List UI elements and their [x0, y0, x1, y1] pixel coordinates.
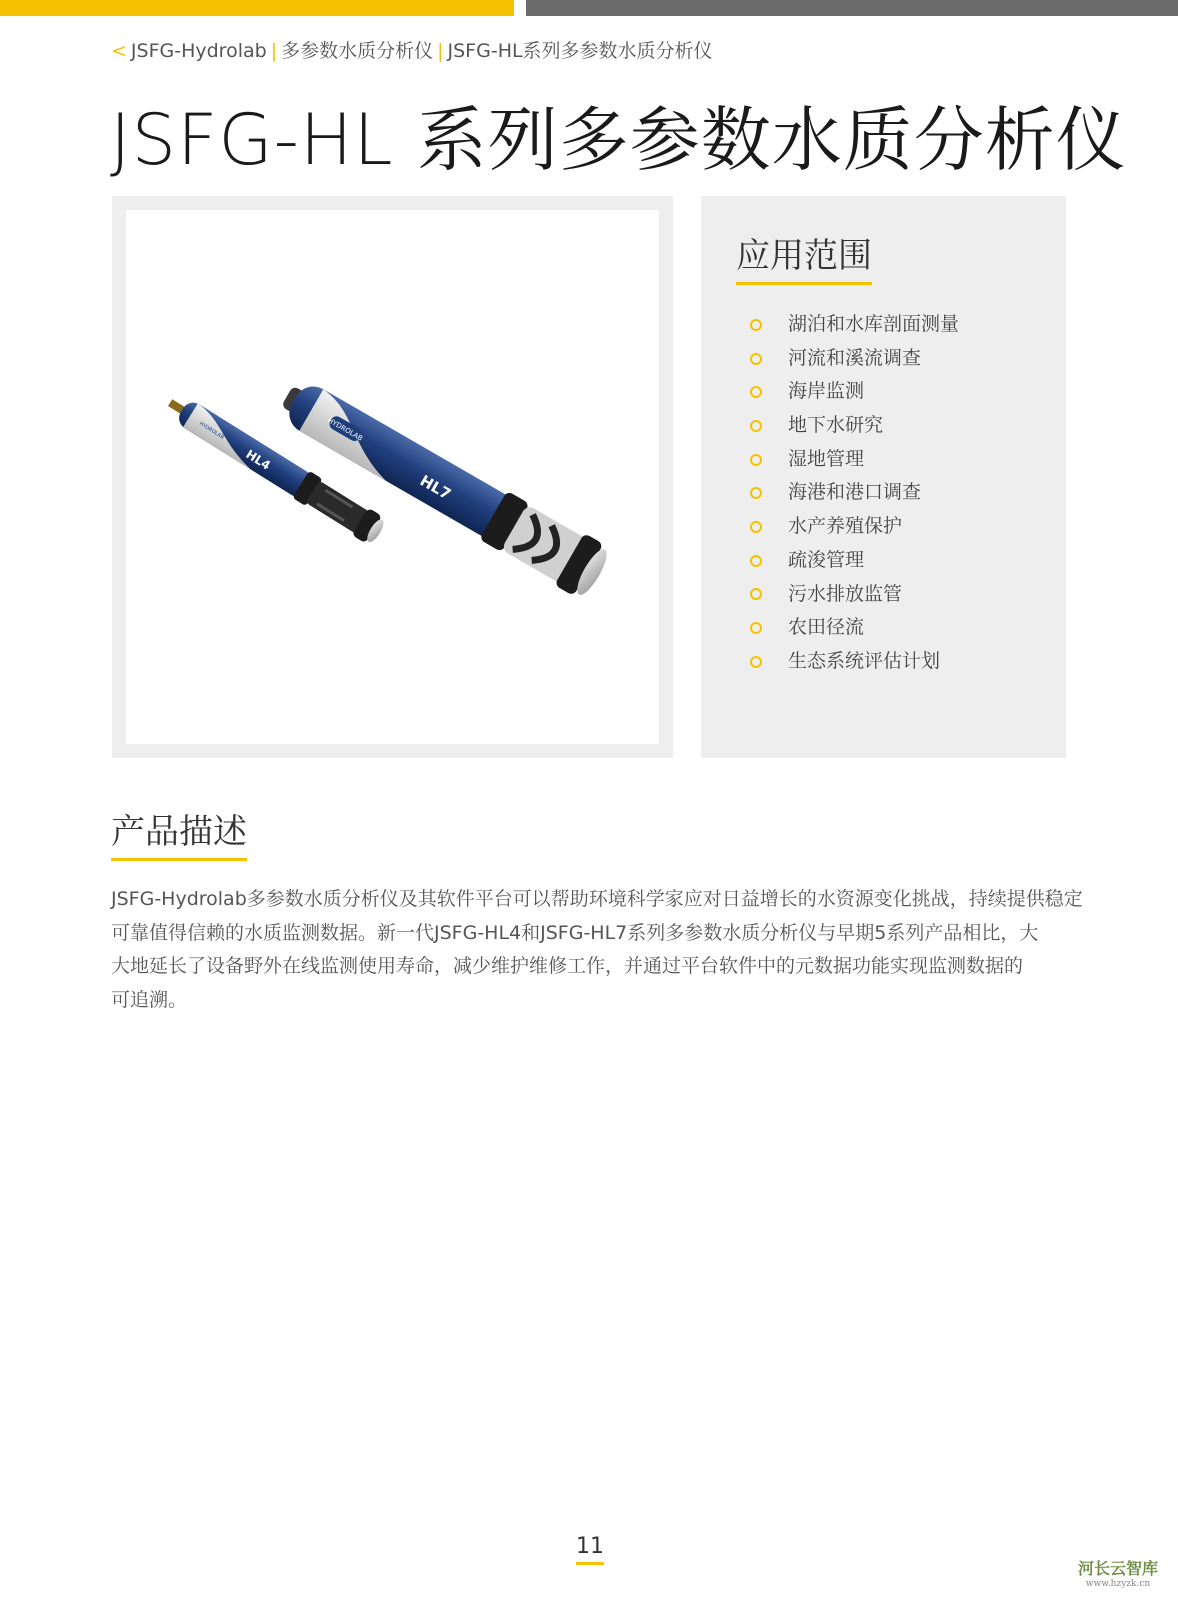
list-item: 湖泊和水库剖面测量: [736, 308, 959, 342]
circle-bullet-icon: [750, 555, 762, 567]
sonde-illustration: [126, 210, 659, 744]
list-item: 生态系统评估计划: [736, 645, 959, 679]
top-accent-bar: [0, 0, 514, 16]
circle-bullet-icon: [750, 656, 762, 668]
list-item: 水产养殖保护: [736, 510, 959, 544]
page-title: JSFG-HL 系列多参数水质分析仪: [110, 99, 1127, 181]
scope-heading: 应用范围: [736, 234, 872, 285]
scope-list: [736, 308, 959, 679]
list-item: 疏浚管理: [736, 544, 959, 578]
hl7-model-label: HL7: [416, 471, 455, 504]
list-item: 湿地管理: [736, 443, 959, 477]
circle-bullet-icon: [750, 353, 762, 365]
hl4-model-label: HL4: [243, 447, 273, 473]
top-gray-bar: [526, 0, 1178, 16]
circle-bullet-icon: [750, 386, 762, 398]
watermark-url: www.hzyzk.cn: [1085, 1579, 1151, 1589]
page-number: 11: [576, 1534, 604, 1565]
list-item: 海岸监测: [736, 375, 959, 409]
back-chevron-icon[interactable]: <: [111, 40, 127, 62]
breadcrumb-item-current[interactable]: JSFG-HL系列多参数水质分析仪: [447, 40, 713, 62]
description-line: 可追溯。: [111, 988, 188, 1011]
breadcrumb-separator: |: [270, 40, 278, 62]
description-heading: 产品描述: [111, 810, 247, 861]
breadcrumb-item-hydrolab[interactable]: JSFG-Hydrolab: [130, 40, 267, 62]
circle-bullet-icon: [750, 420, 762, 432]
description-line: JSFG-Hydrolab多参数水质分析仪及其软件平台可以帮助环境科学家应对日益增长的水资源变化挑战，持续提供稳定: [111, 888, 1083, 910]
product-image: [126, 210, 659, 744]
application-scope-panel: [701, 196, 1066, 758]
description-body: [111, 883, 1121, 1017]
breadcrumb: [111, 36, 713, 63]
hl4-brand-label: HYDROLAB: [198, 420, 225, 441]
watermark-logo: [1068, 1560, 1168, 1590]
hl7-brand-label: HYDROLAB: [326, 416, 364, 443]
list-item: 河流和溪流调查: [736, 342, 959, 376]
list-item: 农田径流: [736, 611, 959, 645]
breadcrumb-separator: |: [437, 40, 444, 62]
circle-bullet-icon: [750, 622, 762, 634]
circle-bullet-icon: [750, 521, 762, 533]
breadcrumb-item-analyzers[interactable]: 多参数水质分析仪: [281, 40, 434, 62]
description-line: 可靠值得信赖的水质监测数据。新一代JSFG-HL4和JSFG-HL7系列多参数水质分析仪与早期5系列产品相比，大: [111, 921, 1039, 944]
circle-bullet-icon: [750, 487, 762, 499]
circle-bullet-icon: [750, 588, 762, 600]
circle-bullet-icon: [750, 319, 762, 331]
product-image-panel: [112, 196, 673, 758]
list-item: 污水排放监管: [736, 578, 959, 612]
circle-bullet-icon: [750, 454, 762, 466]
list-item: 地下水研究: [736, 409, 959, 443]
list-item: 海港和港口调查: [736, 476, 959, 510]
watermark-name: 河长云智库: [1077, 1559, 1158, 1578]
description-line: 大地延长了设备野外在线监测使用寿命，减少维护维修工作，并通过平台软件中的元数据功能实现监测数据的: [111, 955, 1024, 977]
